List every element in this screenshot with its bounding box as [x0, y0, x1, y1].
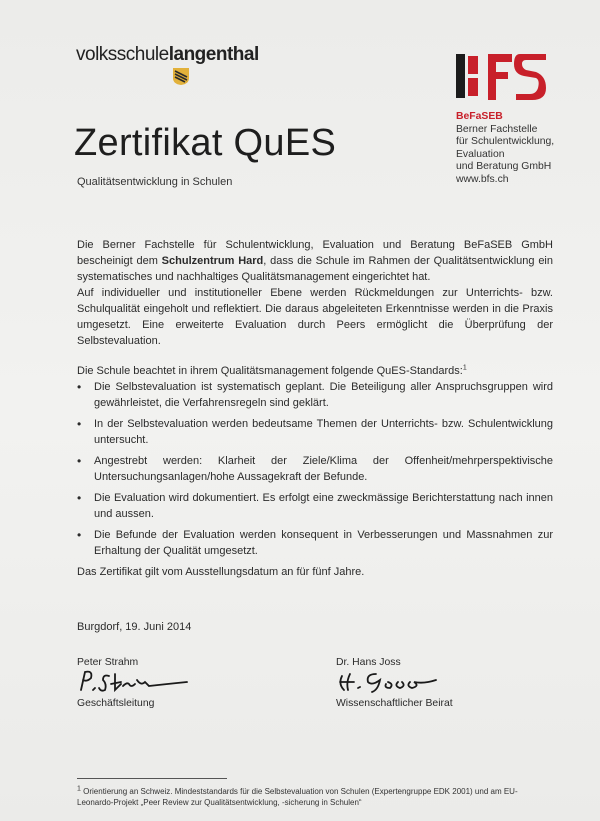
footnote-text: Orientierung an Schweiz. Mindeststandards für die Selbstevaluation von Schulen (Expertengruppe EDK 2001) und am EU-Leonardo-Projekt „Peer Review zur Qualitätsentwicklung, -sicherung in Schulen“ [77, 787, 518, 807]
school-logo-part1: volksschule [76, 44, 169, 65]
intro-paragraph [77, 237, 553, 285]
signatory-name: Dr. Hans Joss [336, 657, 401, 668]
crest-icon [173, 68, 189, 85]
school-logo-part2: langenthal [168, 44, 259, 65]
certificate-subtitle: Qualitätsentwicklung in Schulen [77, 176, 233, 188]
school-logo [76, 44, 259, 85]
validity-note: Das Zertifikat gilt vom Ausstellungsdatum an für fünf Jahre. [77, 566, 365, 578]
bfs-website: www.bfs.ch [456, 173, 509, 185]
intro-text-cont: , dass die Schule im Rahmen der Qualitätsentwicklung ein systematisches und nachhaltiges Qualitätsmanagement eingerichtet hat. [77, 255, 553, 283]
intro-text: Die Berner Fachstelle für Schulentwicklung, Evaluation und Beratung BeFaSEB GmbH bescheinigt dem [77, 239, 553, 267]
footnote-divider [77, 778, 227, 779]
standard-item: • In der Selbstevaluation werden bedeutsame Themen der Unterrichts- bzw. Schulentwicklung untersucht. [77, 416, 553, 448]
signature-joss [336, 668, 456, 694]
bfs-line: Berner Fachstelle [456, 123, 538, 135]
certificate-title: Zertifikat QuES [74, 122, 337, 164]
standard-item: • Die Evaluation wird dokumentiert. Es erfolgt eine zweckmässige Berichterstattung nach innen und aussen. [77, 490, 553, 522]
bfs-line: und Beratung GmbH [456, 161, 552, 173]
standard-item: • Die Befunde der Evaluation werden konsequent in Verbesserungen und Massnahmen zur Erhaltung der Qualität umgesetzt. [77, 527, 553, 559]
signature-block-left [77, 657, 197, 709]
bfs-logo-icon [454, 50, 550, 104]
standard-item: • Die Selbstevaluation ist systematisch geplant. Die Beteiligung aller Anspruchsgruppen wird gewährleistet, die Verfahrensregeln sind geklärt. [77, 379, 553, 411]
bfs-line: für Schulentwicklung, [456, 136, 555, 148]
signature-block-right [336, 657, 456, 709]
bfs-brand: BeFaSEB [456, 111, 503, 122]
signatory-role: Wissenschaftlicher Beirat [336, 698, 453, 709]
standards-list [77, 379, 553, 559]
bfs-line: Evaluation [456, 148, 505, 160]
school-name: Schulzentrum Hard [161, 255, 264, 267]
standards-lead: Die Schule beachtet in ihrem Qualitätsmanagement folgende QuES-Standards:$^1$ [77, 364, 467, 377]
school-logo-wordmark [76, 44, 259, 66]
feedback-paragraph: Auf individueller und institutioneller Ebene werden Rückmeldungen zur Unterrichts- bzw. Schulqualität eingeholt und reflektiert. Die daraus abgeleiteten Erkenntnisse werden in die Praxis umgesetzt. Eine erweiterte Evaluation durch Peers ermöglicht die Überprüfung der Selbstevaluation. [77, 287, 553, 347]
footnote: $^1$ Orientierung an Schweiz. Mindeststandards für die Selbstevaluation von Schulen (Expertengruppe EDK 2001) und am EU-Leonardo-Projekt „Peer Review zur Qualitätsentwicklung, -sicherung in Schulen“ [77, 785, 518, 807]
signatory-name: Peter Strahm [77, 657, 139, 668]
standard-item: • Angestrebt werden: Klarheit der Ziele/Klima der Offenheit/mehrperspektivische Untersuchungsanlagen/hohe Aussagekraft der Befunde. [77, 453, 553, 485]
certificate-body [77, 237, 553, 580]
bfs-address [456, 111, 554, 187]
place-date: Burgdorf, 19. Juni 2014 [77, 621, 192, 633]
signature-strahm [77, 668, 197, 694]
signatory-role: Geschäftsleitung [77, 698, 155, 709]
footnote-mark: 1 [462, 364, 467, 372]
